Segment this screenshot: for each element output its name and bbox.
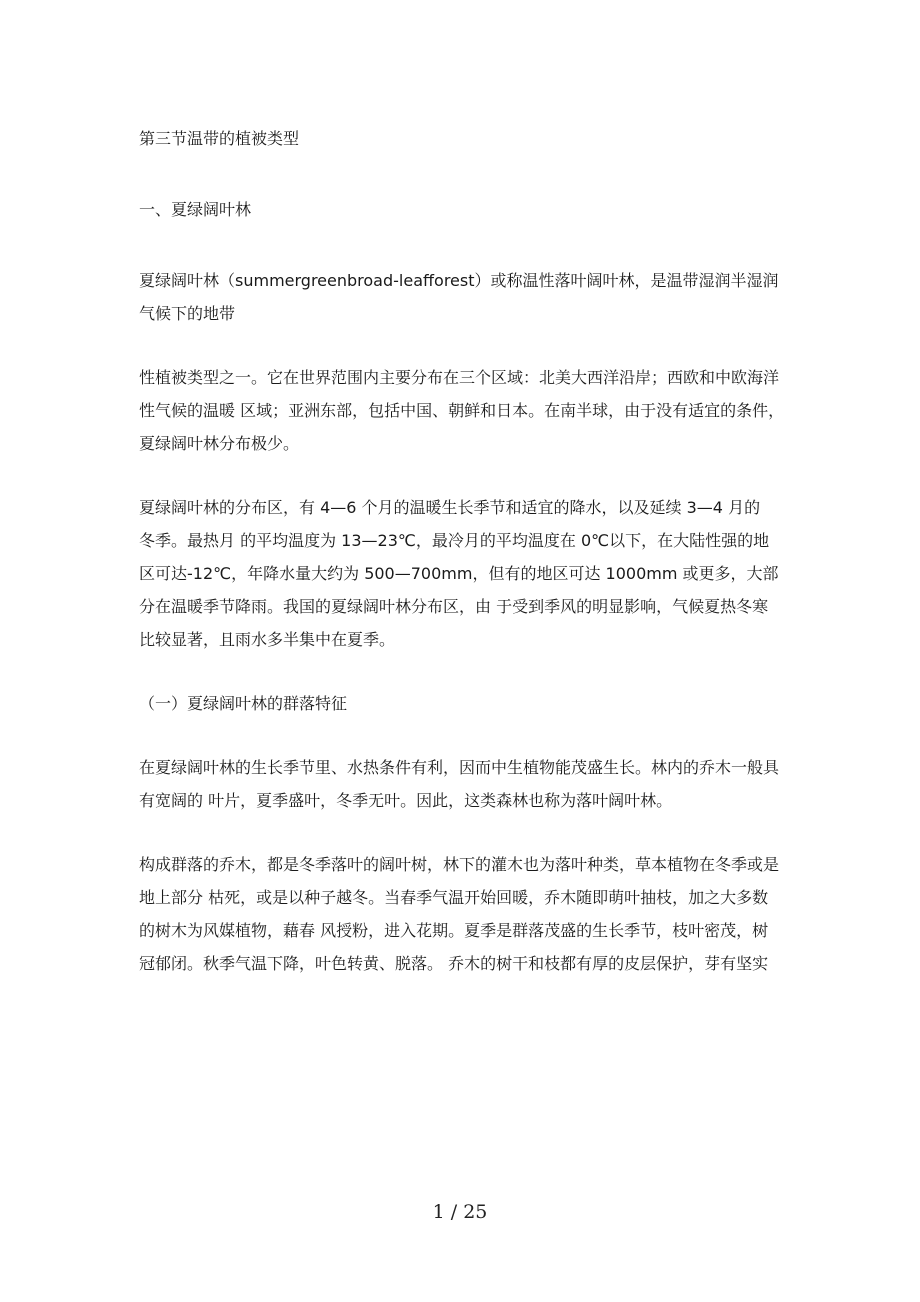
text-line: 有宽阔的 叶片，夏季盛叶，冬季无叶。因此，这类森林也称为落叶阔叶林。	[139, 791, 673, 810]
text-line: 区可达-12℃，年降水量大约为 500—700mm，但有的地区可达 1000mm 或更多，大部	[139, 564, 779, 583]
text-line: 夏绿阔叶林的分布区，有 4—6 个月的温暖生长季节和适宜的降水，以及延续 3—4 月的	[139, 498, 761, 517]
section-title: 第三节温带的植被类型	[139, 129, 300, 148]
text-line: 构成群落的乔木，都是冬季落叶的阔叶树，林下的灌木也为落叶种类，草本植物在冬季或是	[139, 855, 780, 874]
text-line: 冬季。最热月 的平均温度为 13—23℃，最冷月的平均温度在 0℃以下，在大陆性强的地	[139, 531, 770, 550]
text-line: 在夏绿阔叶林的生长季节里、水热条件有利，因而中生植物能茂盛生长。林内的乔木一般具	[139, 758, 780, 777]
paragraph-climate	[139, 491, 787, 656]
text-line: 的树木为风媒植物，藉春 风授粉，进入花期。夏季是群落茂盛的生长季节，枝叶密茂，树	[139, 921, 769, 940]
text-line: 性植被类型之一。它在世界范围内主要分布在三个区域：北美大西洋沿岸；西欧和中欧海洋	[139, 368, 780, 387]
text-line: 性气候的温暖 区域；亚洲东部，包括中国、朝鲜和日本。在南半球，由于没有适宜的条件，	[139, 401, 785, 420]
text-line: 夏绿阔叶林（summergreenbroad-leafforest）或称温性落叶阔叶林，是温带湿润半湿润	[139, 271, 779, 290]
text-line: 地上部分 枯死，或是以种子越冬。当春季气温开始回暖，乔木随即萌叶抽枝，加之大多数	[139, 888, 769, 907]
text-line: 气候下的地带	[139, 304, 236, 323]
heading-summer-green-forest: 一、夏绿阔叶林	[139, 200, 252, 219]
paragraph-definition	[139, 264, 787, 330]
text-line: 比较显著，且雨水多半集中在夏季。	[139, 630, 396, 649]
document-body	[139, 122, 787, 980]
paragraph-distribution	[139, 361, 787, 460]
page-number: 1 / 25	[432, 1201, 488, 1223]
paragraph-growth-season	[139, 751, 787, 817]
paragraph-tree-composition	[139, 848, 787, 980]
text-line: 夏绿阔叶林分布极少。	[139, 434, 300, 453]
text-line: 冠郁闭。秋季气温下降，叶色转黄、脱落。 乔木的树干和枝都有厚的皮层保护，芽有坚实	[139, 954, 769, 973]
heading-community-features: （一）夏绿阔叶林的群落特征	[139, 694, 348, 713]
text-line: 分在温暖季节降雨。我国的夏绿阔叶林分布区，由 于受到季风的明显影响，气候夏热冬寒	[139, 597, 769, 616]
